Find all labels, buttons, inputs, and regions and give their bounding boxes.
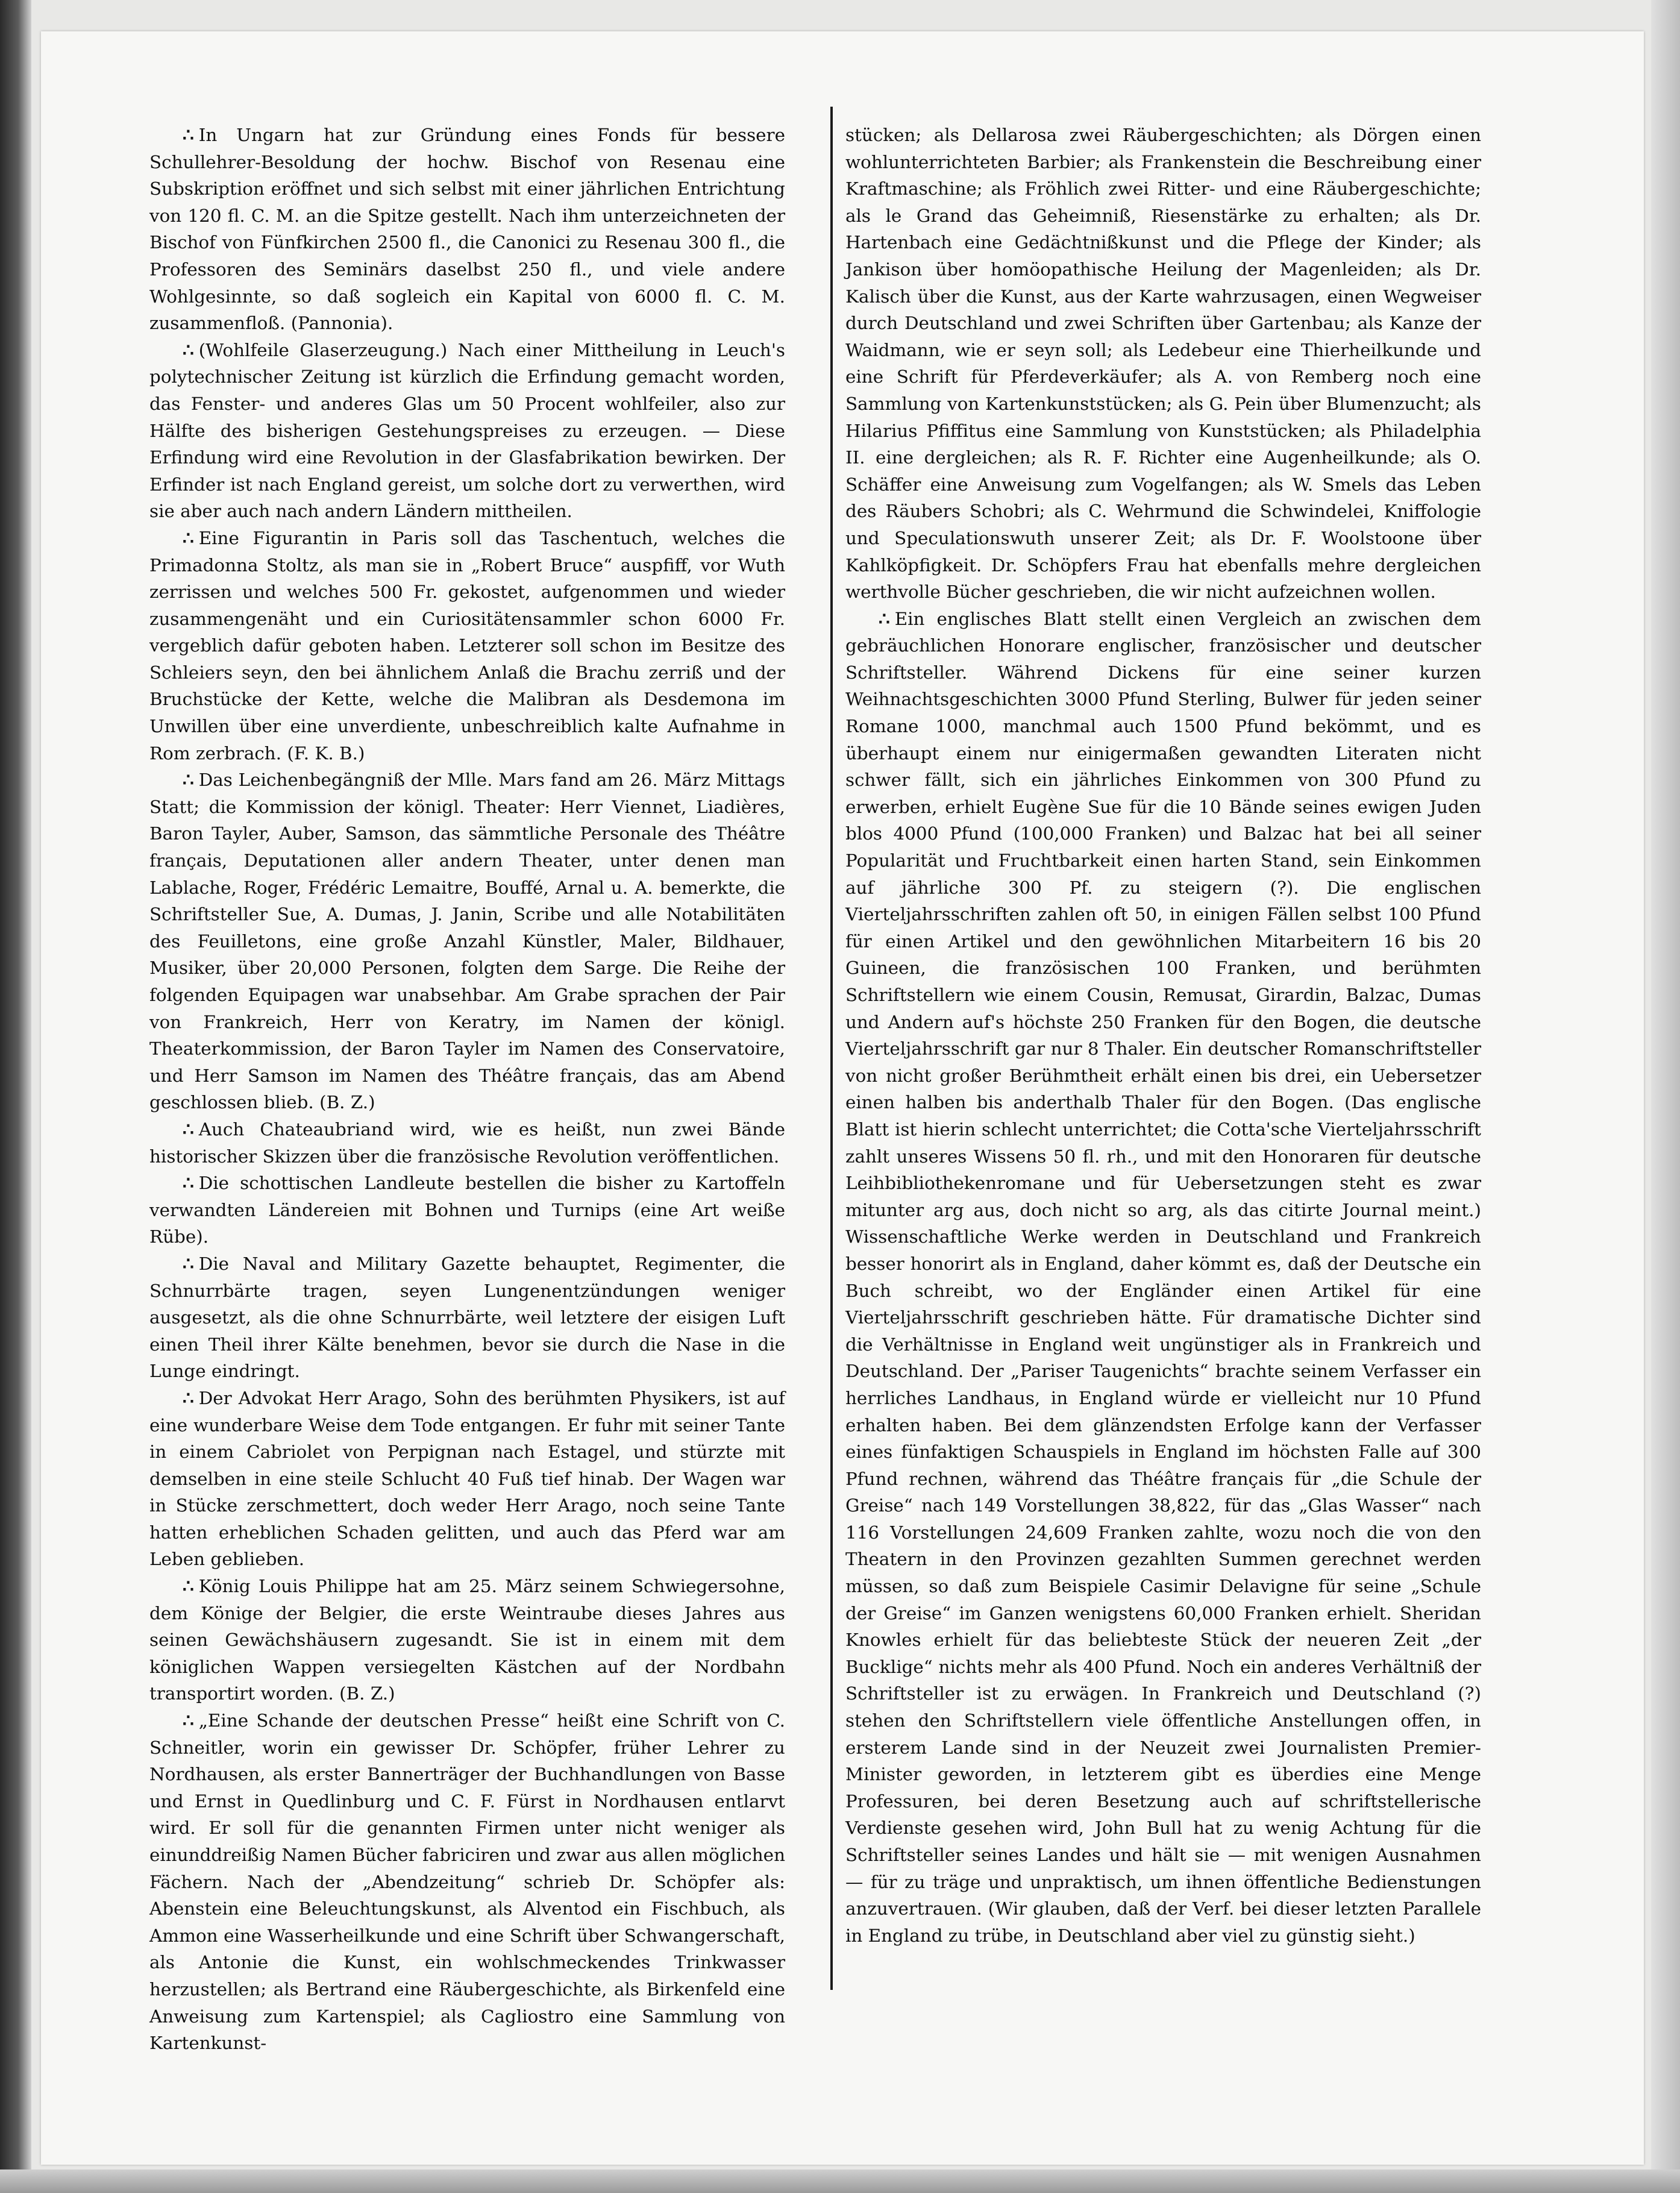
paragraph-text: „Eine Schande der deutschen Presse“ heißt eine Schrift von C. Schneitler, worin ein gewisser Dr. Schöpfer, früher Lehrer zu Nordhausen, als erster Bannerträger der Buchhandlungen von Basse und Ernst in Quedlinburg und C. F. Fürst in Nordhausen entlarvt wird. Er soll für die genannten Firmen unter nicht weniger als einunddreißig Namen Bücher fabriciren und zwar aus allen möglichen Fächern. Nach der „Abendzeitung“ schrieb Dr. Schöpfer als: Abenstein eine Beleuchtungskunst, als Alventod ein Fischbuch, als Ammon eine Wasserheilkunde und eine Schrift über Schwangerschaft, als Antonie die Kunst, ein wohlschmeckendes Trinkwasser herzustellen; als Bertrand eine Räubergeschichte, als Birkenfeld eine Anweisung zum Kartenspiel; als Cagliostro eine Sammlung von Kartenkunst- <box>149 1710 785 2054</box>
paragraph-text: Die schottischen Landleute bestellen die bisher zu Kartoffeln verwandten Ländereien mit Bohnen und Turnips (eine Art weiße Rübe). <box>149 1173 785 1247</box>
paragraph-text: Auch Chateaubriand wird, wie es heißt, nun zwei Bände historischer Skizzen über die französische Revolution veröffentlichen. <box>149 1118 785 1167</box>
section-mark: ∴ <box>183 1575 193 1597</box>
section-mark: ∴ <box>879 607 889 629</box>
paragraph-text: König Louis Philippe hat am 25. März seinem Schwiegersohne, dem Könige der Belgier, die erste Weintraube dieses Jahres aus seinen Gewächshäusern zugesandt. Sie ist in einem mit dem königlichen Wappen versiegelten Kästchen auf der Nordbahn transportirt worden. (B. Z.) <box>149 1576 785 1704</box>
paragraph <box>149 1170 785 1250</box>
paragraph <box>149 525 785 767</box>
paragraph-text: In Ungarn hat zur Gründung eines Fonds für bessere Schullehrer-Besoldung der hochw. Bischof von Resenau eine Subskription eröffnet und sich selbst mit einer jährlichen Entrichtung von 120 fl. C. M. an die Spitze gestellt. Nach ihm unterzeichneten der Bischof von Fünfkirchen 2500 fl., die Canonici zu Resenau 300 fl., die Professoren des Seminärs daselbst 250 fl., und viele andere Wohlgesinnte, so daß sogleich ein Kapital von 6000 fl. C. M. zusammenfloß. (Pannonia). <box>149 125 785 334</box>
paragraph <box>149 1385 785 1573</box>
column-divider <box>830 107 833 1990</box>
paragraph <box>149 122 785 337</box>
paragraph-text: Eine Figurantin in Paris soll das Taschentuch, welches die Primadonna Stoltz, als man sie in „Robert Bruce“ auspfiff, vor Wuth zerrissen und welches 500 Fr. gekostet, aufgenommen und wieder zusammengenäht und ein Curiositätensammler schon 6000 Fr. vergeblich dafür geboten haben. Letzterer soll schon im Besitze des Schleiers seyn, den bei ähnlichem Anlaß die Brachu zerriß und der Bruchstücke der Kette, welche die Malibran als Desdemona im Unwillen über eine unverdiente, unbeschreiblich kalte Aufnahme in Rom zerbrach. (F. K. B.) <box>149 527 785 764</box>
paragraph <box>149 337 785 525</box>
section-mark: ∴ <box>183 527 193 548</box>
paragraph <box>149 1250 785 1385</box>
paragraph-text: Der Advokat Herr Arago, Sohn des berühmten Physikers, ist auf eine wunderbare Weise dem Tode entgangen. Er fuhr mit seiner Tante in einem Cabriolet von Perpignan nach Estagel, und stürzte mit demselben in eine steile Schlucht 40 Fuß tief hinab. Der Wagen war in Stücke zerschmettert, doch weder Herr Arago, noch seine Tante hatten erheblichen Schaden gelitten, und auch das Pferd war am Leben geblieben. <box>149 1387 785 1570</box>
paragraph-text: Die Naval and Military Gazette behauptet, Regimenter, die Schnurrbärte tragen, seyen Lungenentzündungen weniger ausgesetzt, als die ohne Schnurrbärte, weil letztere der eisigen Luft einen Theil ihrer Kälte benehmen, bevor sie durch die Nase in die Lunge eindringt. <box>149 1253 785 1382</box>
paragraph-text: stücken; als Dellarosa zwei Räubergeschichten; als Dörgen einen wohlunterrichteten Barbier; als Frankenstein die Beschreibung einer Kraftmaschine; als Fröhlich zwei Ritter- und eine Räubergeschichte; als le Grand das Geheimniß, Riesenstärke zu erhalten; als Dr. Hartenbach eine Gedächtnißkunst und die Pflege der Kinder; als Jankison über homöopathische Heilung der Magenleiden; als Dr. Kalisch über die Kunst, aus der Karte wahrzusagen, einen Wegweiser durch Deutschland und zwei Schriften über Gartenbau; als Kanze der Waidmann, wie er seyn soll; als Ledebeur eine Thierheilkunde und eine Schrift für Pferdeverkäufer; als A. von Remberg noch eine Sammlung von Kartenkunststücken; als G. Pein über Blumenzucht; als Hilarius Pfiffitus eine Sammlung von Kunststücken; als Philadelphia II. eine dergleichen; als R. F. Richter eine Augenheilkunde; als O. Schäffer eine Anweisung zum Vogelfangen; als W. Smels das Leben des Räubers Schobri; als C. Wehrmund die Schwindelei, Kniffologie und Speculationswuth unserer Zeit; als Dr. F. Woolstoone über Kahlköpfigkeit. Dr. Schöpfers Frau hat ebenfalls mehre dergleichen werthvolle Bücher geschrieben, die wir nicht aufzeichnen wollen. <box>845 125 1481 603</box>
paragraph <box>149 767 785 1116</box>
section-mark: ∴ <box>183 1172 193 1194</box>
section-mark: ∴ <box>183 124 193 145</box>
paragraph-continued <box>845 122 1481 606</box>
section-mark: ∴ <box>183 1387 193 1408</box>
left-column <box>149 122 785 2057</box>
paragraph <box>149 1707 785 2057</box>
section-mark: ∴ <box>183 1710 193 1731</box>
paragraph <box>845 606 1481 1950</box>
right-column <box>845 122 1481 1949</box>
scan-left-edge <box>0 0 31 2193</box>
scan-bottom-edge <box>0 2169 1680 2193</box>
section-mark: ∴ <box>183 339 193 360</box>
section-mark: ∴ <box>183 1252 193 1274</box>
paragraph <box>149 1116 785 1170</box>
paragraph <box>149 1573 785 1707</box>
scan-right-edge <box>1651 0 1680 2193</box>
paragraph-text: Ein englisches Blatt stellt einen Vergleich an zwischen dem gebräuchlichen Honorare englischer, französischer und deutscher Schriftsteller. Während Dickens für eine seiner kurzen Weihnachtsgeschichten 3000 Pfund Sterling, Bulwer für jeden seiner Romane 1000, manchmal auch 1500 Pfund bekömmt, und es überhaupt einem nur einigermaßen gewandten Literaten nicht schwer fällt, sich ein jährliches Einkommen von 300 Pfund zu erwerben, erhielt Eugène Sue für die 10 Bände seines ewigen Juden blos 4000 Pfund (100,000 Franken) und Balzac hat bei all seiner Popularität und Fruchtbarkeit einen harten Stand, sein Einkommen auf jährliche 300 Pf. zu steigern (?). Die englischen Vierteljahrsschriften zahlen oft 50, in einigen Fällen selbst 100 Pfund für einen Artikel und den gewöhnlichen Mitarbeitern 16 bis 20 Guineen, die französischen 100 Franken, und berühmten Schriftstellern wie einem Cousin, Remusat, Girardin, Balzac, Dumas und Andern auf's höchste 250 Franken für den Bogen, die deutsche Vierteljahrsschrift gar nur 8 Thaler. Ein deutscher Romanschriftsteller von nicht großer Berühmtheit erhält einen bis drei, ein Uebersetzer einen halben bis anderthalb Thaler für den Bogen. (Das englische Blatt ist hierin schlecht unterrichtet; die Cotta'sche Vierteljahrsschrift zahlt unseres Wissens 50 fl. rh., und mit den Honoraren für deutsche Leihbibliothekenromane und für Uebersetzungen steht es zwar mitunter arg aus, doch nicht so arg, als das citirte Journal meint.) Wissenschaftliche Werke werden in Deutschland und Frankreich besser honorirt als in England, daher kömmt es, daß der Deutsche ein Buch schreibt, wo der Engländer einen Artikel für eine Vierteljahrsschrift geschrieben hätte. Für dramatische Dichter sind die Verhältnisse in England weit ungünstiger als in Frankreich und Deutschland. Der „Pariser Taugenichts“ brachte seinem Verfasser ein herrliches Landhaus, in England würde er vielleicht nur 10 Pfund erhalten haben. Bei dem glänzendsten Erfolge kann der Verfasser eines fünfaktigen Schauspiels in England im höchsten Falle auf 300 Pfund rechnen, während das Théâtre français für „die Schule der Greise“ nach 149 Vorstellungen 38,822, für das „Glas Wasser“ nach 116 Vorstellungen 24,609 Franken zahlte, wozu noch die von den Theatern in den Provinzen gezahlten Summen gerechnet werden müssen, so daß zum Beispiele Casimir Delavigne für seine „Schule der Greise“ im Ganzen wenigstens 60,000 Franken erhielt. Sheridan Knowles erhielt für das beliebteste Stück der neueren Zeit „der Bucklige“ nichts mehr als 400 Pfund. Noch ein anderes Verhältniß der Schriftsteller ist zu erwägen. In Frankreich und Deutschland (?) stehen den Schriftstellern viele öffentliche Anstellungen offen, in ersterem Lande sind in der Neuzeit zwei Journalisten Premier-Minister geworden, in letzterem gibt es überdies eine Menge Professuren, bei deren Besetzung auch auf schriftstellerische Verdienste gesehen wird, John Bull hat zu wenig Achtung für die Schriftsteller seines Landes und hält sie — mit wenigen Ausnahmen — für zu träge und unpraktisch, um ihnen öffentliche Bedienstungen anzuvertrauen. (Wir glauben, daß der Verf. bei dieser letzten Parallele in England zu trübe, in Deutschland aber viel zu günstig sieht.) <box>845 608 1481 1946</box>
paragraph-text: Das Leichenbegängniß der Mlle. Mars fand am 26. März Mittags Statt; die Kommission der königl. Theater: Herr Viennet, Liadières, Baron Tayler, Auber, Samson, das sämmtliche Personale des Théâtre français, Deputationen aller andern Theater, unter denen man Lablache, Roger, Frédéric Lemaitre, Bouffé, Arnal u. A. bemerkte, die Schriftsteller Sue, A. Dumas, J. Janin, Scribe und alle Notabilitäten des Feuilletons, eine große Anzahl Künstler, Maler, Bildhauer, Musiker, über 20,000 Personen, folgten dem Sarge. Die Reihe der folgenden Equipagen war unabsehbar. Am Grabe sprachen der Pair von Frankreich, Herr von Keratry, im Namen der königl. Theaterkommission, der Baron Tayler im Namen des Conservatoire, und Herr Samson im Namen des Théâtre français, das am Abend geschlossen blieb. (B. Z.) <box>149 770 785 1113</box>
section-mark: ∴ <box>183 769 193 791</box>
newspaper-page <box>41 31 1644 2165</box>
paragraph-text: (Wohlfeile Glaserzeugung.) Nach einer Mittheilung in Leuch's polytechnischer Zeitung ist kürzlich die Erfindung gemacht worden, das Fenster- und anderes Glas um 50 Procent wohlfeiler, also zur Hälfte des bisherigen Gestehungspreises zu erzeugen. — Diese Erfindung wird eine Revolution in der Glasfabrikation bewirken. Der Erfinder ist nach England gereist, um solche dort zu verwerthen, wird sie aber auch nach andern Ländern mittheilen. <box>149 339 785 522</box>
section-mark: ∴ <box>183 1118 193 1140</box>
